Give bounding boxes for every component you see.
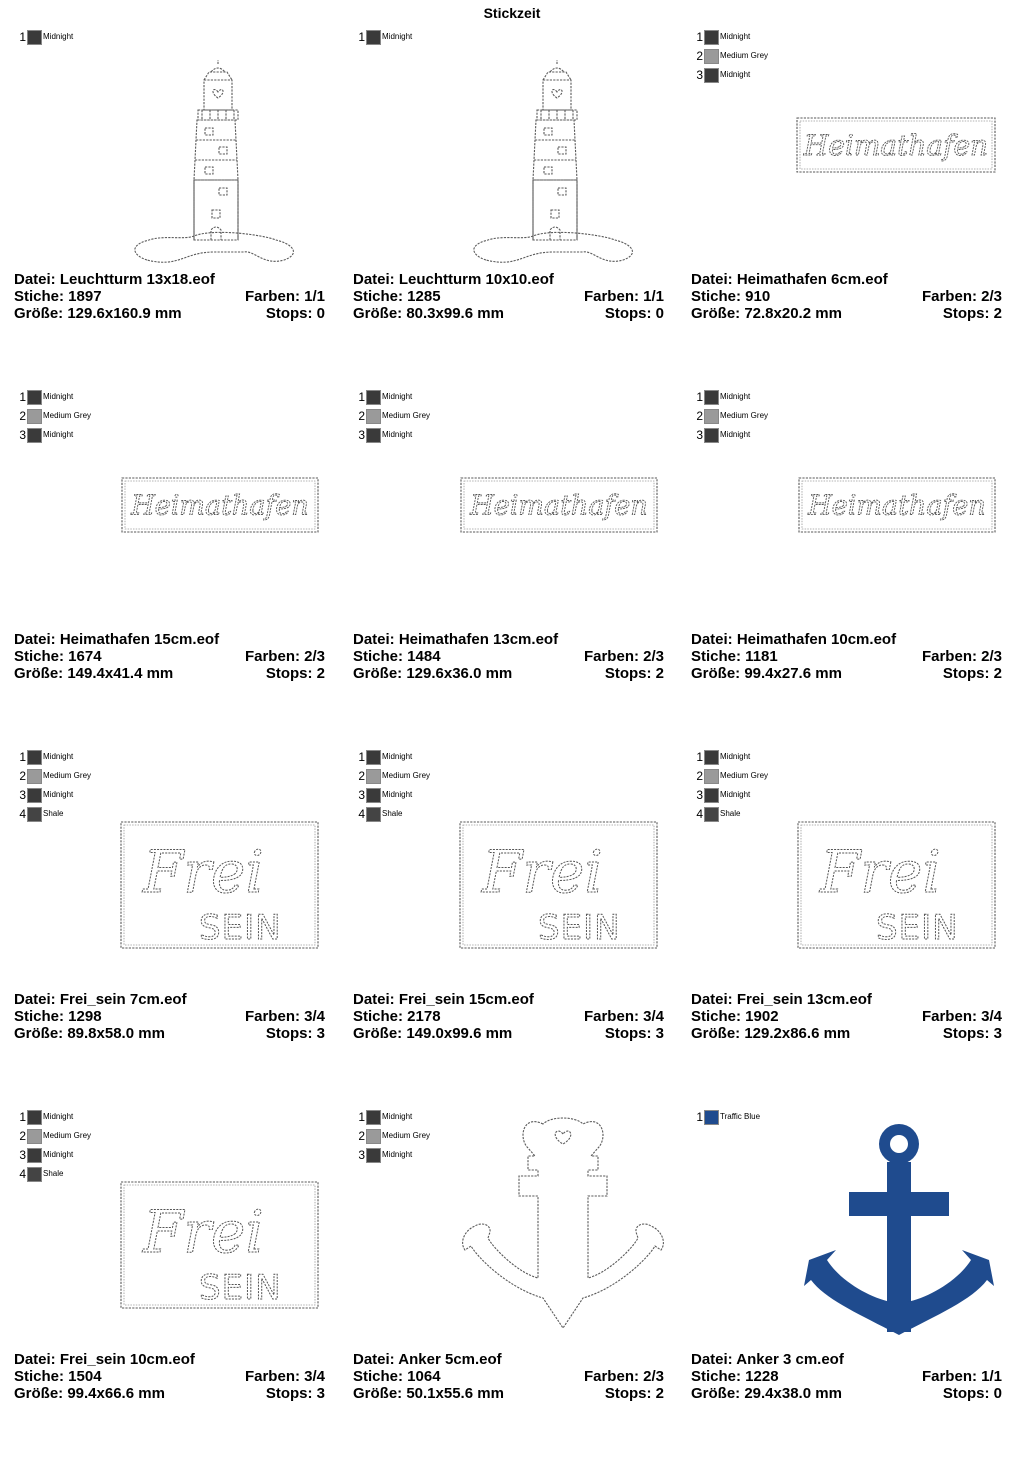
frei-sein-graphic bbox=[798, 822, 995, 948]
color-number: 4 bbox=[19, 807, 26, 821]
design-card bbox=[691, 30, 1011, 390]
svg-text:Heimathafen: Heimathafen bbox=[808, 490, 986, 522]
color-name: Midnight bbox=[43, 1150, 74, 1159]
color-name: Medium Grey bbox=[720, 51, 769, 60]
stop-count: Stops: 2 bbox=[604, 1385, 664, 1402]
page-title: Stickzeit bbox=[483, 5, 541, 21]
design-size: Größe: 129.6x160.9 mm bbox=[14, 305, 182, 322]
info-row-file bbox=[691, 631, 1002, 648]
color-number: 3 bbox=[358, 1148, 365, 1162]
design-size: Größe: 29.4x38.0 mm bbox=[691, 1385, 842, 1402]
color-name: Medium Grey bbox=[43, 771, 92, 780]
info-row-size bbox=[691, 305, 1002, 322]
design-info bbox=[691, 991, 1002, 1042]
color-name: Medium Grey bbox=[382, 1131, 431, 1140]
color-count: Farben: 2/3 bbox=[921, 288, 1002, 305]
color-number: 2 bbox=[19, 409, 26, 423]
info-row-file bbox=[14, 271, 325, 288]
info-row-size bbox=[353, 665, 664, 682]
design-info bbox=[691, 1351, 1002, 1402]
stop-count: Stops: 2 bbox=[265, 665, 325, 682]
info-row-file bbox=[14, 631, 325, 648]
stop-count: Stops: 3 bbox=[265, 1025, 325, 1042]
file-name: Datei: Heimathafen 13cm.eof bbox=[353, 631, 559, 648]
design-card bbox=[14, 750, 334, 1110]
design-preview bbox=[14, 750, 334, 990]
file-name: Datei: Frei_sein 15cm.eof bbox=[353, 991, 534, 1008]
color-number: 1 bbox=[19, 390, 26, 404]
info-row-file bbox=[691, 1351, 1002, 1368]
color-name: Midnight bbox=[382, 752, 413, 761]
color-number: 1 bbox=[696, 750, 703, 764]
color-number: 3 bbox=[696, 68, 703, 82]
color-count: Farben: 3/4 bbox=[244, 1008, 325, 1025]
color-number: 1 bbox=[696, 1110, 703, 1124]
color-name: Medium Grey bbox=[43, 1131, 92, 1140]
stitch-count: Stiche: 1674 bbox=[14, 648, 102, 665]
stop-count: Stops: 2 bbox=[942, 665, 1002, 682]
design-info bbox=[14, 991, 325, 1042]
color-number: 1 bbox=[358, 390, 365, 404]
anchor-filled-graphic bbox=[804, 1124, 994, 1335]
design-size: Größe: 72.8x20.2 mm bbox=[691, 305, 842, 322]
info-row-stitches bbox=[14, 288, 325, 305]
color-name: Shale bbox=[43, 809, 64, 818]
stitch-count: Stiche: 1064 bbox=[353, 1368, 441, 1385]
color-count: Farben: 1/1 bbox=[921, 1368, 1002, 1385]
color-name: Medium Grey bbox=[720, 771, 769, 780]
info-row-stitches bbox=[691, 1008, 1002, 1025]
stop-count: Stops: 0 bbox=[265, 305, 325, 322]
design-preview bbox=[691, 1110, 1011, 1350]
lighthouse-graphic bbox=[474, 60, 633, 262]
color-number: 3 bbox=[696, 428, 703, 442]
svg-text:SEIN: SEIN bbox=[199, 1268, 282, 1308]
design-info bbox=[14, 1351, 325, 1402]
design-card bbox=[691, 750, 1011, 1110]
svg-text:Heimathafen: Heimathafen bbox=[470, 490, 648, 522]
info-row-stitches bbox=[14, 1368, 325, 1385]
file-name: Datei: Leuchtturm 13x18.eof bbox=[14, 271, 215, 288]
color-number: 1 bbox=[19, 30, 26, 44]
color-name: Medium Grey bbox=[720, 411, 769, 420]
color-number: 2 bbox=[696, 409, 703, 423]
info-row-file bbox=[14, 991, 325, 1008]
frei-sein-graphic bbox=[121, 1182, 318, 1308]
design-card bbox=[14, 390, 334, 750]
color-count: Farben: 1/1 bbox=[244, 288, 325, 305]
lighthouse-graphic bbox=[135, 60, 294, 262]
stitch-count: Stiche: 1181 bbox=[691, 648, 778, 665]
design-info bbox=[14, 631, 325, 682]
info-row-stitches bbox=[691, 1368, 1002, 1385]
design-card bbox=[14, 30, 334, 390]
stop-count: Stops: 3 bbox=[265, 1385, 325, 1402]
color-count: Farben: 2/3 bbox=[583, 1368, 664, 1385]
color-name: Midnight bbox=[382, 430, 413, 439]
color-number: 3 bbox=[696, 788, 703, 802]
info-row-file bbox=[691, 991, 1002, 1008]
file-name: Datei: Anker 3 cm.eof bbox=[691, 1351, 844, 1368]
color-name: Medium Grey bbox=[382, 771, 431, 780]
color-number: 1 bbox=[19, 750, 26, 764]
design-card bbox=[353, 1110, 673, 1470]
stitch-count: Stiche: 1504 bbox=[14, 1368, 102, 1385]
svg-text:Frei: Frei bbox=[820, 838, 941, 906]
svg-text:SEIN: SEIN bbox=[876, 908, 959, 948]
color-name: Midnight bbox=[720, 752, 751, 761]
color-name: Midnight bbox=[720, 430, 751, 439]
color-name: Shale bbox=[43, 1169, 64, 1178]
color-name: Midnight bbox=[43, 1112, 74, 1121]
heimathafen-graphic bbox=[799, 478, 995, 532]
color-number: 3 bbox=[358, 428, 365, 442]
design-card bbox=[691, 1110, 1011, 1470]
design-preview bbox=[14, 1110, 334, 1350]
stop-count: Stops: 2 bbox=[942, 305, 1002, 322]
color-number: 1 bbox=[358, 750, 365, 764]
info-row-size bbox=[14, 1385, 325, 1402]
info-row-size bbox=[14, 1025, 325, 1042]
design-preview bbox=[14, 390, 334, 630]
file-name: Datei: Frei_sein 13cm.eof bbox=[691, 991, 872, 1008]
color-name: Midnight bbox=[720, 790, 751, 799]
design-info bbox=[353, 271, 664, 322]
stitch-count: Stiche: 1902 bbox=[691, 1008, 779, 1025]
design-card bbox=[353, 30, 673, 390]
design-size: Größe: 99.4x66.6 mm bbox=[14, 1385, 165, 1402]
color-number: 2 bbox=[358, 409, 365, 423]
design-card bbox=[353, 750, 673, 1110]
color-number: 2 bbox=[19, 1129, 26, 1143]
color-count: Farben: 2/3 bbox=[583, 648, 664, 665]
color-count: Farben: 3/4 bbox=[244, 1368, 325, 1385]
design-preview bbox=[691, 390, 1011, 630]
frei-sein-graphic bbox=[460, 822, 657, 948]
info-row-stitches bbox=[353, 288, 664, 305]
stitch-count: Stiche: 1484 bbox=[353, 648, 441, 665]
info-row-file bbox=[353, 631, 664, 648]
info-row-file bbox=[14, 1351, 325, 1368]
stop-count: Stops: 3 bbox=[942, 1025, 1002, 1042]
color-number: 3 bbox=[19, 788, 26, 802]
color-name: Midnight bbox=[43, 790, 74, 799]
design-preview bbox=[14, 30, 334, 270]
color-name: Midnight bbox=[43, 392, 74, 401]
design-size: Größe: 149.4x41.4 mm bbox=[14, 665, 174, 682]
color-name: Medium Grey bbox=[382, 411, 431, 420]
design-info bbox=[353, 1351, 664, 1402]
color-number: 3 bbox=[19, 1148, 26, 1162]
color-number: 3 bbox=[19, 428, 26, 442]
file-name: Datei: Heimathafen 6cm.eof bbox=[691, 271, 888, 288]
stop-count: Stops: 0 bbox=[604, 305, 664, 322]
color-count: Farben: 2/3 bbox=[244, 648, 325, 665]
color-name: Midnight bbox=[720, 70, 751, 79]
file-name: Datei: Heimathafen 10cm.eof bbox=[691, 631, 897, 648]
design-preview bbox=[353, 1110, 673, 1350]
design-preview bbox=[691, 30, 1011, 270]
color-name: Midnight bbox=[43, 32, 74, 41]
info-row-file bbox=[353, 1351, 664, 1368]
design-card bbox=[691, 390, 1011, 750]
info-row-size bbox=[691, 665, 1002, 682]
color-count: Farben: 3/4 bbox=[583, 1008, 664, 1025]
stitch-count: Stiche: 1228 bbox=[691, 1368, 779, 1385]
color-name: Medium Grey bbox=[43, 411, 92, 420]
color-name: Midnight bbox=[720, 392, 751, 401]
design-size: Größe: 89.8x58.0 mm bbox=[14, 1025, 165, 1042]
color-name: Midnight bbox=[382, 790, 413, 799]
color-name: Midnight bbox=[382, 1112, 413, 1121]
info-row-size bbox=[691, 1025, 1002, 1042]
color-number: 2 bbox=[19, 769, 26, 783]
color-number: 1 bbox=[696, 30, 703, 44]
file-name: Datei: Anker 5cm.eof bbox=[353, 1351, 502, 1368]
info-row-stitches bbox=[14, 648, 325, 665]
design-info bbox=[691, 271, 1002, 322]
color-name: Midnight bbox=[382, 32, 413, 41]
info-row-stitches bbox=[14, 1008, 325, 1025]
svg-text:Heimathafen: Heimathafen bbox=[131, 490, 309, 522]
color-count: Farben: 2/3 bbox=[921, 648, 1002, 665]
info-row-stitches bbox=[691, 288, 1002, 305]
color-number: 1 bbox=[358, 1110, 365, 1124]
color-name: Shale bbox=[382, 809, 403, 818]
color-count: Farben: 1/1 bbox=[583, 288, 664, 305]
color-number: 2 bbox=[696, 49, 703, 63]
stop-count: Stops: 3 bbox=[604, 1025, 664, 1042]
anchor-outline-graphic bbox=[463, 1118, 664, 1328]
stitch-count: Stiche: 1285 bbox=[353, 288, 441, 305]
info-row-size bbox=[14, 665, 325, 682]
stop-count: Stops: 2 bbox=[604, 665, 664, 682]
design-card bbox=[353, 390, 673, 750]
heimathafen-graphic bbox=[122, 478, 318, 532]
svg-text:SEIN: SEIN bbox=[199, 908, 282, 948]
svg-text:Frei: Frei bbox=[482, 838, 603, 906]
info-row-size bbox=[14, 305, 325, 322]
info-row-size bbox=[353, 305, 664, 322]
color-number: 2 bbox=[696, 769, 703, 783]
color-name: Midnight bbox=[43, 430, 74, 439]
color-name: Shale bbox=[720, 809, 741, 818]
color-number: 4 bbox=[696, 807, 703, 821]
design-size: Größe: 129.2x86.6 mm bbox=[691, 1025, 851, 1042]
color-name: Traffic Blue bbox=[720, 1112, 761, 1121]
svg-text:Frei: Frei bbox=[143, 838, 264, 906]
info-row-file bbox=[353, 271, 664, 288]
color-number: 3 bbox=[358, 788, 365, 802]
design-size: Größe: 149.0x99.6 mm bbox=[353, 1025, 513, 1042]
color-number: 4 bbox=[358, 807, 365, 821]
color-number: 1 bbox=[19, 1110, 26, 1124]
file-name: Datei: Frei_sein 7cm.eof bbox=[14, 991, 187, 1008]
design-info bbox=[14, 271, 325, 322]
info-row-file bbox=[691, 271, 1002, 288]
info-row-size bbox=[691, 1385, 1002, 1402]
color-number: 1 bbox=[696, 390, 703, 404]
color-name: Midnight bbox=[382, 392, 413, 401]
design-size: Größe: 50.1x55.6 mm bbox=[353, 1385, 504, 1402]
color-count: Farben: 3/4 bbox=[921, 1008, 1002, 1025]
svg-text:SEIN: SEIN bbox=[538, 908, 621, 948]
info-row-stitches bbox=[691, 648, 1002, 665]
color-number: 2 bbox=[358, 1129, 365, 1143]
heimathafen-graphic bbox=[461, 478, 657, 532]
design-size: Größe: 80.3x99.6 mm bbox=[353, 305, 504, 322]
stop-count: Stops: 0 bbox=[942, 1385, 1002, 1402]
stitch-count: Stiche: 2178 bbox=[353, 1008, 441, 1025]
color-name: Midnight bbox=[43, 752, 74, 761]
heimathafen-graphic bbox=[797, 118, 995, 172]
file-name: Datei: Heimathafen 15cm.eof bbox=[14, 631, 220, 648]
design-size: Größe: 99.4x27.6 mm bbox=[691, 665, 842, 682]
info-row-stitches bbox=[353, 1368, 664, 1385]
info-row-size bbox=[353, 1025, 664, 1042]
color-name: Midnight bbox=[382, 1150, 413, 1159]
info-row-stitches bbox=[353, 1008, 664, 1025]
color-number: 2 bbox=[358, 769, 365, 783]
file-name: Datei: Frei_sein 10cm.eof bbox=[14, 1351, 195, 1368]
svg-text:Frei: Frei bbox=[143, 1198, 264, 1266]
stitch-count: Stiche: 910 bbox=[691, 288, 771, 305]
design-size: Größe: 129.6x36.0 mm bbox=[353, 665, 513, 682]
svg-text:Heimathafen: Heimathafen bbox=[803, 128, 989, 162]
design-card bbox=[14, 1110, 334, 1470]
design-preview bbox=[353, 390, 673, 630]
design-info bbox=[353, 631, 664, 682]
design-info bbox=[353, 991, 664, 1042]
design-preview bbox=[353, 750, 673, 990]
info-row-size bbox=[353, 1385, 664, 1402]
design-info bbox=[691, 631, 1002, 682]
stitch-count: Stiche: 1298 bbox=[14, 1008, 102, 1025]
stitch-count: Stiche: 1897 bbox=[14, 288, 102, 305]
info-row-file bbox=[353, 991, 664, 1008]
design-preview bbox=[353, 30, 673, 270]
color-name: Midnight bbox=[720, 32, 751, 41]
file-name: Datei: Leuchtturm 10x10.eof bbox=[353, 271, 554, 288]
info-row-stitches bbox=[353, 648, 664, 665]
frei-sein-graphic bbox=[121, 822, 318, 948]
color-number: 1 bbox=[358, 30, 365, 44]
design-preview bbox=[691, 750, 1011, 990]
color-number: 4 bbox=[19, 1167, 26, 1181]
